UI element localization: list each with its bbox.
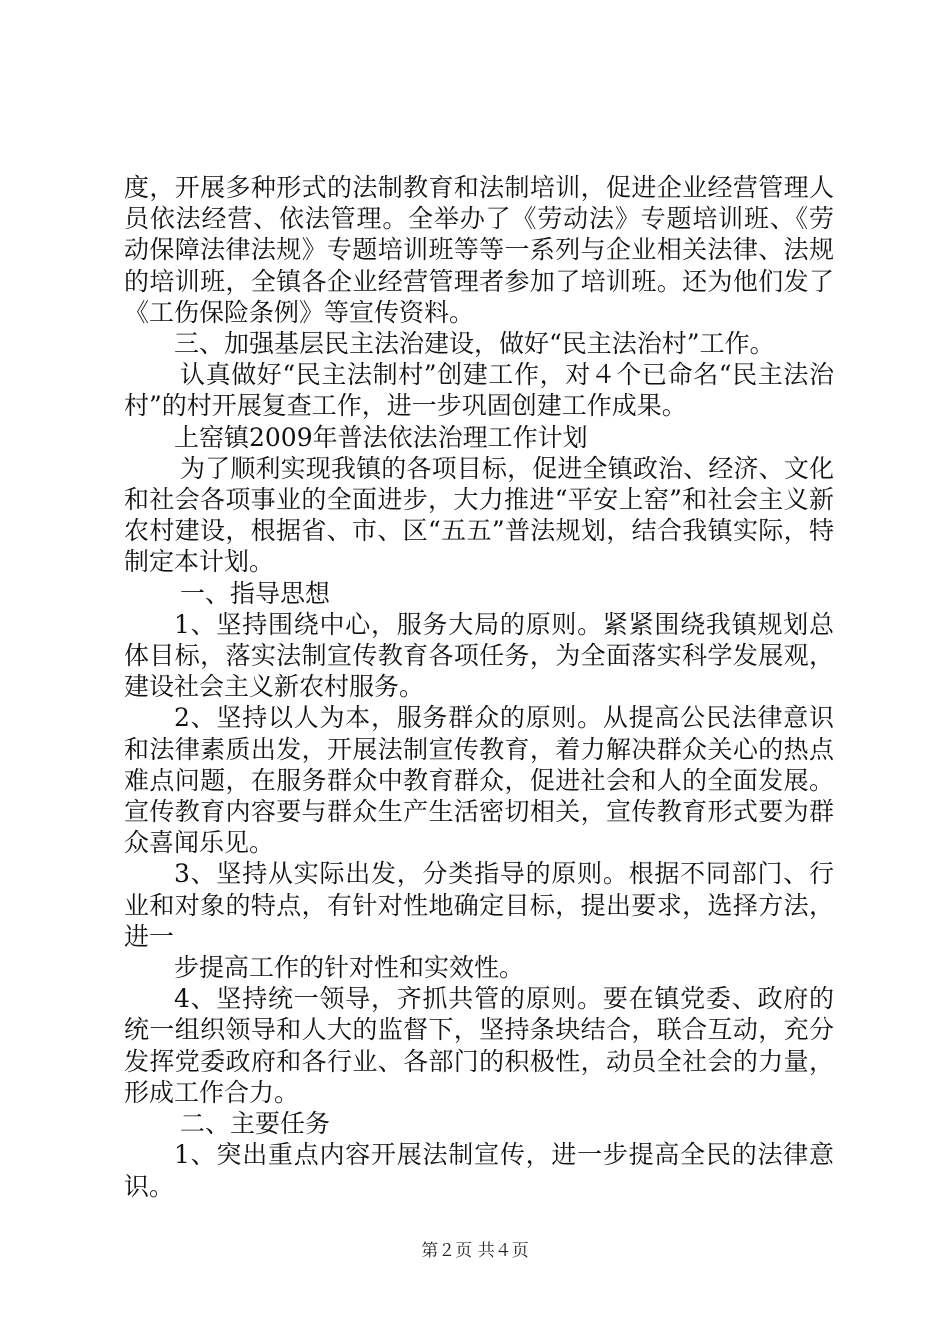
principle-item-3: 3、坚持从实际出发，分类指导的原则。根据不同部门、行业和对象的特点，有针对性地确定目标，提出要求，选择方法，进一 (124, 859, 834, 951)
page-number: 第２页 共４页 (421, 1241, 529, 1261)
task-item-1: 1、突出重点内容开展法制宣传，进一步提高全民的法律意识。 (124, 1140, 834, 1201)
principle-item-1: 1、坚持围绕中心，服务大局的原则。紧紧围绕我镇规划总体目标，落实法制宣传教育各项任务，为全面落实科学发展观，建设社会主义新农村服务。 (124, 609, 834, 702)
document-body (124, 172, 834, 1202)
paragraph-democratic-village: 认真做好“民主法制村”创建工作，对４个已命名“民主法治村”的村开展复查工作，进一步巩固创建工作成果。 (124, 360, 834, 421)
paragraph-plan-intro: 为了顺利实现我镇的各项目标，促进全镇政治、经济、文化和社会各项事业的全面进步，大力推进“平安上窑”和社会主义新农村建设，根据省、市、区“五五”普法规划，结合我镇实际，特制定本计划。 (124, 453, 834, 577)
section-heading-main-tasks: 二、主要任务 (180, 1109, 331, 1139)
paragraph-continuation: 度，开展多种形式的法制教育和法制培训，促进企业经营管理人员依法经营、依法管理。全举办了《劳动法》专题培训班、《劳动保障法律法规》专题培训班等等一系列与企业相关法律、法规的培训班，全镇各企业经营管理者参加了培训班。还为他们发了《工伤保险条例》等宣传资料。 (124, 173, 834, 327)
principle-item-2: 2、坚持以人为本，服务群众的原则。从提高公民法律意识和法律素质出发，开展法制宣传教育，着力解决群众关心的热点难点问题，在服务群众中教育群众，促进社会和人的全面发展。宣传教育内容要与群众生产生活密切相关，宣传教育形式要为群众喜闻乐见。 (124, 703, 834, 858)
section-heading-guiding-thought: 一、指导思想 (180, 578, 331, 608)
plan-title: 上窑镇2009年普法依法治理工作计划 (174, 422, 588, 452)
principle-item-3-continued: 步提高工作的针对性和实效性。 (174, 953, 525, 983)
principle-item-4: 4、坚持统一领导，齐抓共管的原则。要在镇党委、政府的统一组织领导和人大的监督下，坚持条块结合，联合互动，充分发挥党委政府和各行业、各部门的积极性，动员全社会的力量，形成工作合力。 (124, 984, 834, 1107)
section-heading-three: 三、加强基层民主法治建设，做好“民主法治村”工作。 (174, 329, 775, 359)
